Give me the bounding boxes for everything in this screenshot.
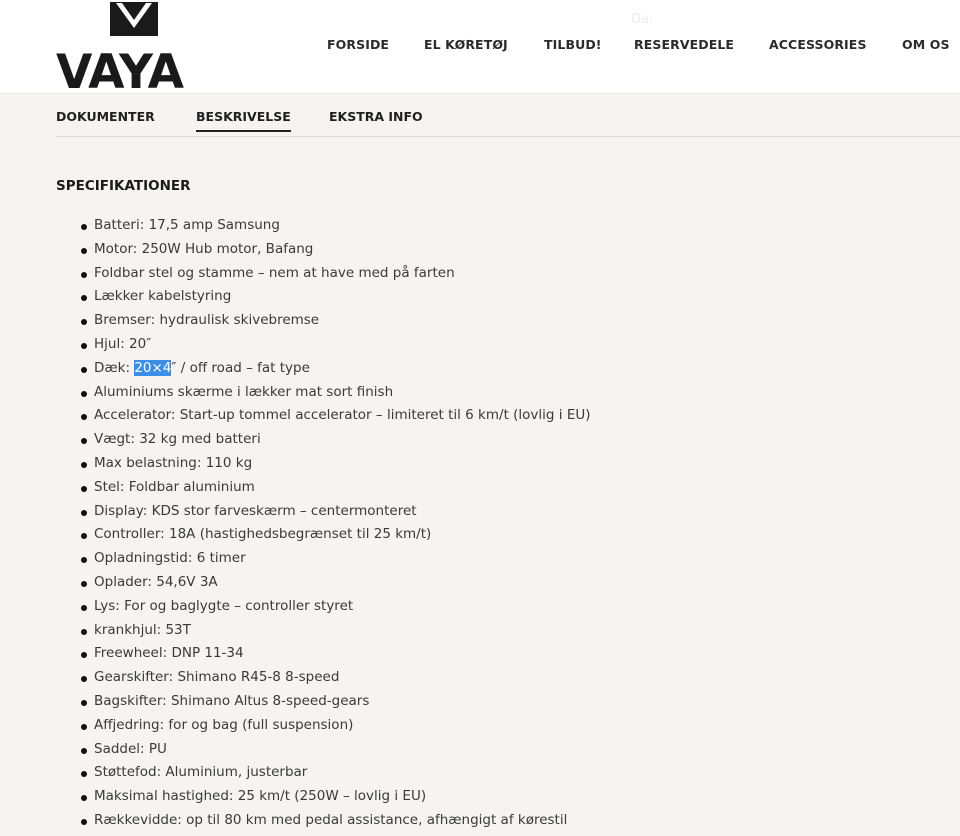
hidden-label: Da: [631,12,654,27]
spec-item: Gearskifter: Shimano R45-8 8-speed [94,666,591,690]
spec-item: Lækker kabelstyring [94,285,591,309]
nav-forside[interactable]: FORSIDE [327,37,390,52]
spec-item-tire [94,357,591,381]
spec-item: Accelerator: Start-up tommel accelerator – limiteret til 6 km/t (lovlig i EU) [94,404,591,428]
spec-item: Vægt: 32 kg med batteri [94,428,591,452]
section-title: SPECIFIKATIONER [56,178,191,194]
spec-tire-label: Dæk: [94,359,135,376]
spec-item: Oplader: 54,6V 3A [94,571,591,595]
spec-item: Bremser: hydraulisk skivebremse [94,309,591,333]
spec-item: Controller: 18A (hastighedsbegrænset til 25 km/t) [94,523,591,547]
spec-item: Stel: Foldbar aluminium [94,476,591,500]
tab-dokumenter[interactable]: DOKUMENTER [56,109,155,124]
spec-item: Freewheel: DNP 11-34 [94,642,591,666]
spec-item: Lys: For og baglygte – controller styret [94,595,591,619]
spec-item: Batteri: 17,5 amp Samsung [94,214,591,238]
svg-text:VAYA: VAYA [56,45,183,90]
spec-item: Rækkevidde: op til 80 km med pedal assistance, afhængigt af kørestil [94,809,591,833]
spec-item: krankhjul: 53T [94,619,591,643]
tab-ekstra-info[interactable]: EKSTRA INFO [329,109,423,124]
nav-reservedele[interactable]: RESERVEDELE [634,37,735,52]
spec-item: Foldbar stel og stamme – nem at have med på farten [94,262,591,286]
spec-item: Bagskifter: Shimano Altus 8-speed-gears [94,690,591,714]
spec-list [94,214,591,833]
spec-item: Aluminiums skærme i lækker mat sort finish [94,381,591,405]
nav-tilbud[interactable]: TILBUD! [544,37,602,52]
spec-item: Hjul: 20″ [94,333,591,357]
spec-tire-rest: ″ / off road – fat type [171,359,310,376]
nav-accessories[interactable]: ACCESSORIES [769,37,867,52]
tab-beskrivelse[interactable]: BESKRIVELSE [196,109,291,132]
main-nav [0,37,960,53]
spec-item: Motor: 250W Hub motor, Bafang [94,238,591,262]
spec-item: Opladningstid: 6 timer [94,547,591,571]
nav-om-os[interactable]: OM OS [902,37,950,52]
spec-item: Saddel: PU [94,738,591,762]
site-header [0,0,960,94]
spec-item: Max belastning: 110 kg [94,452,591,476]
spec-item: Maksimal hastighed: 25 km/t (250W – lovlig i EU) [94,785,591,809]
spec-item: Affjedring: for og bag (full suspension) [94,714,591,738]
spec-item: Display: KDS stor farveskærm – centermonteret [94,500,591,524]
selected-text[interactable]: 20×4 [134,359,172,376]
nav-el-koretoj[interactable]: EL KØRETØJ [424,37,508,52]
product-tabs [56,93,960,137]
spec-item: Støttefod: Aluminium, justerbar [94,761,591,785]
